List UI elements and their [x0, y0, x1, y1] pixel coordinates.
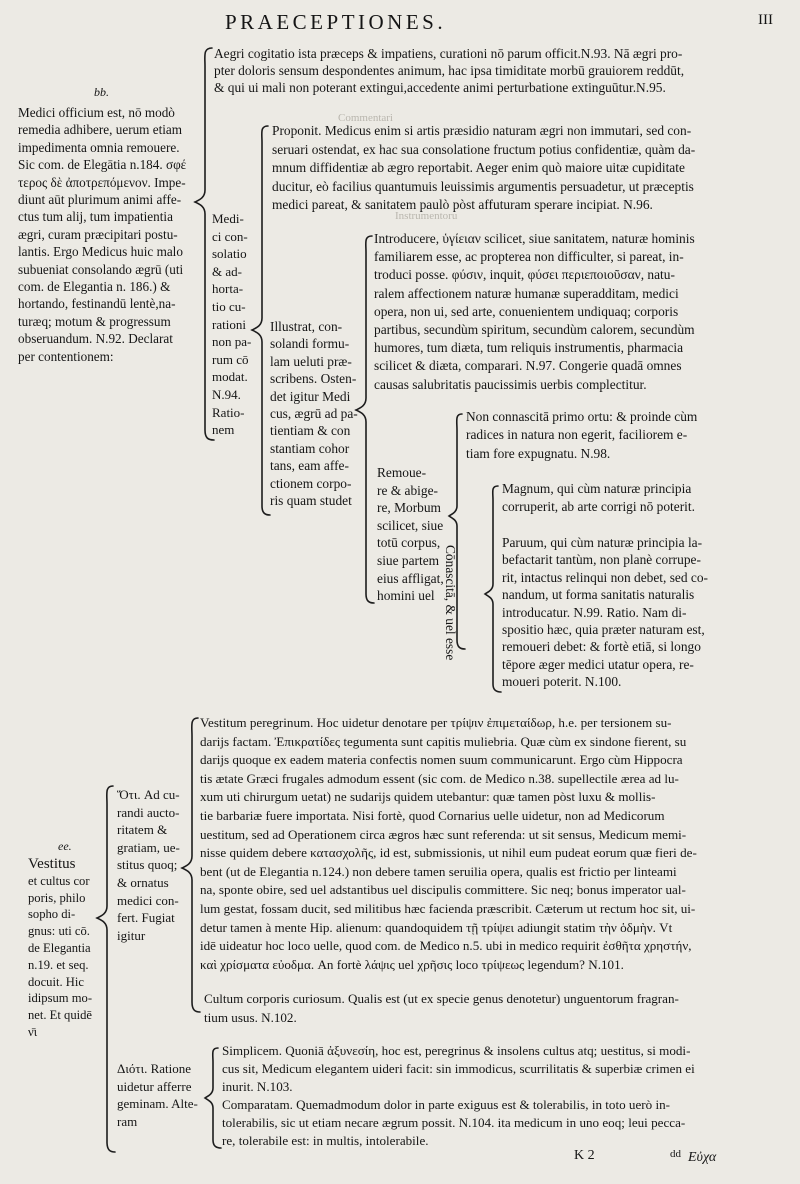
text-line: causas salubritatis paucissimis uerbis complectitur.: [374, 376, 647, 392]
text-line: lam ueluti præ-: [270, 353, 352, 369]
text-line: ctionem corpo-: [270, 475, 352, 491]
text-line: ci con-: [212, 228, 248, 244]
text-line: nandum, ut forma sanitatis naturalis: [502, 587, 695, 603]
text-line: Medi-: [212, 211, 244, 226]
text-line: non pa-: [212, 334, 252, 350]
signature-mark: K 2: [574, 1148, 595, 1163]
text-line: modat.: [212, 369, 248, 385]
text-line: turæq; motum & progressum: [18, 313, 171, 329]
text-line: Vestitum peregrinum. Hoc uidetur denotare per τρίψιν ἐπιμεταίδωρ, h.e. per tersionem su-: [200, 715, 672, 730]
text-line: Introducere, ὑγίειαν scilicet, siue sanitatem, naturæ hominis: [374, 231, 695, 246]
text-line: radices in natura non egerit, faciliorem e-: [466, 427, 688, 443]
text-line: xum uti chirurgum uetat) ne sudarijs quidem utebantur: quæ tamen pòst luxu & mollis-: [200, 789, 656, 805]
text-line: de Elegantia: [28, 940, 91, 955]
proponit-block: [272, 122, 792, 215]
text-line: remoueri debet: & fortè etiā, si longo: [502, 639, 701, 655]
marginal-mark-bb: bb.: [94, 85, 109, 99]
text-line: eius affligat,: [377, 570, 444, 586]
text-line: Διότι. Ratione: [117, 1061, 192, 1076]
non-connascita-block: [466, 408, 792, 463]
text-line: randi aucto-: [117, 804, 180, 820]
text-line: tio cu-: [212, 298, 246, 314]
connascita-rotated-label: Cōnascitā, & uel esse: [443, 545, 458, 661]
text-line: καὶ χρίσματα εὐοδμα. An fortè λάψις uel χρῆσις loco τρίψεως legendum? N.101.: [200, 956, 624, 972]
text-line: uestitum, sed ad Operationem circa ægros hæc sunt referenda: ut sit sensus, Medicum memi-: [200, 826, 687, 842]
top-block: [214, 46, 794, 96]
text-line: re, tolerabile est: in multis, intolerabile.: [222, 1132, 429, 1148]
left-main-block: [18, 104, 200, 365]
vestitus-block: [28, 856, 106, 1041]
text-line: tientiam & con: [270, 423, 351, 439]
cultum-block: [204, 990, 796, 1027]
text-line: solandi formu-: [270, 336, 350, 352]
text-line: Non connascitā primo ortu: & proinde cùm: [466, 409, 698, 424]
text-line: Medici officium est, nō modò: [18, 105, 175, 120]
text-line: solatio: [212, 246, 247, 262]
dioti-block: [117, 1060, 211, 1130]
text-line: n.19. et seq.: [28, 957, 89, 972]
text-line: corruperit, ab arte corrigi nō poterit.: [502, 499, 695, 514]
text-line: moueri poterit. N.100.: [502, 674, 622, 690]
vestitum-peregrinum-block: [200, 714, 796, 974]
text-line: idipsum mo-: [28, 991, 93, 1006]
text-line: siue partem: [377, 552, 440, 568]
text-line: subueniat consolando ægrū (uti: [18, 261, 184, 277]
text-line: gratiam, ue-: [117, 839, 180, 855]
text-line: & qui ui mali non poterant extingui,accedente animi perturbatione extinguūtur.N.95.: [214, 79, 666, 95]
text-line: Sic com. de Elegātia n.184. σφέ: [18, 157, 187, 173]
text-line: re, Morbum: [377, 500, 441, 516]
text-line: hortando, festinandū lentè,na-: [18, 296, 176, 312]
text-line: N.94.: [212, 386, 241, 402]
text-line: rationi: [212, 316, 246, 332]
text-line: ralem affectionem naturæ humanæ superadditam, medici: [374, 285, 679, 301]
text-line: det igitur Medi: [270, 388, 351, 404]
text-line: rum cō: [212, 351, 249, 367]
medici-column: [212, 210, 262, 439]
text-line: Proponit. Medicus enim si artis præsidio naturam ægri non immutari, sed con-: [272, 123, 692, 138]
text-line: Ὅτι. Ad cu-: [117, 787, 180, 802]
text-line: per contentionem:: [18, 348, 114, 364]
text-line: medici pareat, & sanitatem paulò pòst affuturam sperare incipiat. N.96.: [272, 197, 653, 213]
text-line: tium usus. N.102.: [204, 1009, 297, 1025]
text-line: diunt aūt plurimum animi affe-: [18, 192, 182, 208]
introducere-block: [374, 230, 794, 394]
text-line: darijs quoque ex eadem materia confectis nomen suum communicarunt. Ergo cùm Hippocra: [200, 752, 683, 768]
text-line: remedia adhibere, uerum etiam: [18, 122, 183, 138]
text-line: na, sponte obire, sed uel adstantibus uel discipulis committere. Sic neq; bonus imperator ual-: [200, 882, 686, 898]
text-line: net. Et quidē: [28, 1008, 93, 1023]
text-line: scilicet, siue: [377, 517, 444, 533]
text-line: ram: [117, 1113, 138, 1129]
comparatam-block: [222, 1096, 796, 1149]
simplicem-block: [222, 1042, 796, 1095]
text-line: igitur: [117, 927, 146, 943]
running-head: PRAECEPTIONES.: [225, 10, 447, 34]
text-line: uidetur afferre: [117, 1078, 192, 1094]
text-line: introducatur. N.99. Ratio. Nam di-: [502, 604, 687, 620]
text-line: idē uideatur hoc loco uelle, quod com. de Medico n.5. ubi in medico requirit ἐσθῆτα χρηστήν,: [200, 938, 692, 954]
text-line: cus, ægrū ad pa-: [270, 406, 358, 422]
text-line: lantis. Ergo Medicus huic malo: [18, 244, 183, 260]
text-line: stantiam cohor: [270, 440, 350, 456]
bleed-through-text: Instrumentoru: [395, 210, 458, 222]
catchword: Εὐχα: [688, 1150, 717, 1165]
text-line: tiam fore expugnatu. N.98.: [466, 445, 611, 461]
text-line: partibus, secundùm spiritum, secundùm calorem, secundùm: [374, 322, 695, 338]
text-line: scribens. Osten-: [270, 371, 357, 387]
text-line: & ornatus: [117, 874, 169, 890]
text-line: gnus: uti cō.: [28, 924, 90, 939]
text-line: Illustrat, con-: [270, 319, 343, 334]
text-line: Comparatam. Quemadmodum dolor in parte exiguus est & tolerabilis, in toto uerò in-: [222, 1097, 671, 1112]
text-line: totū corpus,: [377, 535, 441, 551]
text-line: pter doloris sensum despondentes animum, hac ipsa timiditate morbū grauiorem reddūt,: [214, 62, 685, 78]
text-line: medici con-: [117, 892, 179, 908]
text-line: darijs factam. Ἐπικρατίδες tegumenta sunt capitis muliebria. Quæ cùm ex sindone fierent, su: [200, 733, 687, 749]
text-line: Paruum, qui cùm naturæ principia la-: [502, 535, 703, 550]
text-line: Cultum corporis curiosum. Qualis est (ut ex specie genus denotetur) unguentorum fragran-: [204, 991, 679, 1006]
oti-block: [117, 786, 191, 944]
text-line: docuit. Hic: [28, 974, 84, 989]
text-line: Aegri cogitatio ista præceps & impatiens, curationi nō parum officit.N.93. Nā ægri pro-: [214, 46, 683, 61]
text-line: bent (ut de Elegantia n.124.) non debere tamen seruilia opera, qualis est frictio per linteami: [200, 863, 677, 879]
paruum-block: [502, 534, 796, 691]
text-line: fert. Fugiat: [117, 910, 175, 926]
text-line: rit, intactus relinqui non debet, sed co-: [502, 569, 709, 585]
text-line: ægri, curam præcipitari postu-: [18, 226, 178, 242]
text-line: stitus quoq;: [117, 857, 178, 873]
text-line: humores, tum diæta, tum reliquis instrumentis, pharmacia: [374, 340, 684, 356]
brace-magnum: [485, 486, 501, 692]
text-line: Simplicem. Quoniā ἀξυνεσίη, hoc est, peregrinus & insolens cultus atq; uestitus, si modi-: [222, 1043, 691, 1058]
illustrat-block: [270, 318, 364, 509]
text-line: ducitur, eò facilius quantumuis leuissimis argumentis persuadetur, ut præceptis: [272, 178, 694, 194]
text-line: inurit. N.103.: [222, 1078, 293, 1094]
text-line: troduci posse. φύσιν, inquit, φύσει περιεποιοῦσαν, natu-: [374, 267, 675, 283]
text-line: poris, philo: [28, 890, 86, 905]
text-line: ritatem &: [117, 822, 168, 838]
text-line: nisse quidem debere κατασχολῆς, id est, submissionis, ut nihil eum pudeat eorum quæ fieri de-: [200, 845, 697, 861]
text-line: scilicet & diæta, comparari. N.97. Congerie quadā omnes: [374, 358, 682, 374]
text-line: impedimenta omnia remouere.: [18, 139, 180, 155]
text-line: befactarit tantùm, non planè corrupe-: [502, 552, 701, 568]
text-line: obseruandum. N.92. Declarat: [18, 331, 173, 347]
text-line: ris quam studet: [270, 493, 352, 509]
text-line: familiarem esse, ac propterea non difficulter, si pareat, in-: [374, 249, 684, 265]
text-line: Vestitus: [28, 856, 76, 872]
text-line: Ratio-: [212, 404, 245, 420]
bleed-through-text: Commentari: [338, 112, 393, 124]
text-line: homini uel: [377, 588, 435, 604]
text-line: spositio hæc, quia præter naturam est,: [502, 622, 705, 638]
text-line: seruari ostendat, ex hac sua consolatione fructum potius confidentiæ, quàm da-: [272, 141, 696, 157]
text-line: tans, eam affe-: [270, 458, 349, 474]
magnum-block: [502, 480, 796, 516]
marginal-mark-dd: dd: [670, 1148, 681, 1160]
text-line: opera, non ui, sed arte, conuenientem undiquaq; corporis: [374, 303, 679, 319]
text-line: re & abige-: [377, 482, 438, 498]
text-line: detur tamen à mente Hip. alienum: quandoquidem τῇ τρίψει adiungit statim τὴν ὁδμὴν. Vt: [200, 919, 673, 935]
text-line: com. de Elegantia n. 186.) &: [18, 279, 171, 295]
text-line: et cultus cor: [28, 873, 90, 888]
text-line: mnum diffidentiæ ab ægro reportabit. Aeger enim quò maiore uitæ cupiditate: [272, 160, 685, 176]
text-line: horta-: [212, 281, 244, 297]
marginal-mark-ee: ee.: [58, 839, 72, 853]
text-line: & ad-: [212, 263, 242, 279]
text-line: tēpore æger medici utatur opera, re-: [502, 656, 694, 672]
text-line: Magnum, qui cùm naturæ principia: [502, 481, 692, 496]
text-line: tie barbariæ fuere importata. Nisi fortè, quod Cornarius uelle uidetur, non ad Medicorum: [200, 807, 665, 823]
text-line: lum gestat, fossam ducit, sed militibus hæc facienda præscribit. Cæterum ut rectum hoc sit, ui-: [200, 900, 696, 916]
text-line: geminam. Alte-: [117, 1096, 198, 1112]
text-line: nem: [212, 422, 235, 438]
text-line: tis ætate Græci frugales admodum essent (sic com. de Medico n.38. supellectile ærea ad lu-: [200, 770, 679, 786]
text-line: ν̄ι: [28, 1024, 38, 1039]
text-line: tolerabilis, sic ut etiam necare ægrum possit. N.104. ita medicum in uno eoq; leui pecca-: [222, 1114, 686, 1130]
text-line: τερος δὲ ἀποτρεπόμενον. Impe-: [18, 174, 186, 190]
page-number: III: [758, 12, 773, 28]
text-line: cus sit, Medicum elegantem uideri facit: sin immodicus, scurrilitatis & superbiæ crimen ei: [222, 1060, 695, 1076]
text-line: ctus tum alij, tum impatientia: [18, 209, 173, 225]
text-line: sopho di-: [28, 907, 76, 922]
text-line: Remoue-: [377, 465, 427, 480]
